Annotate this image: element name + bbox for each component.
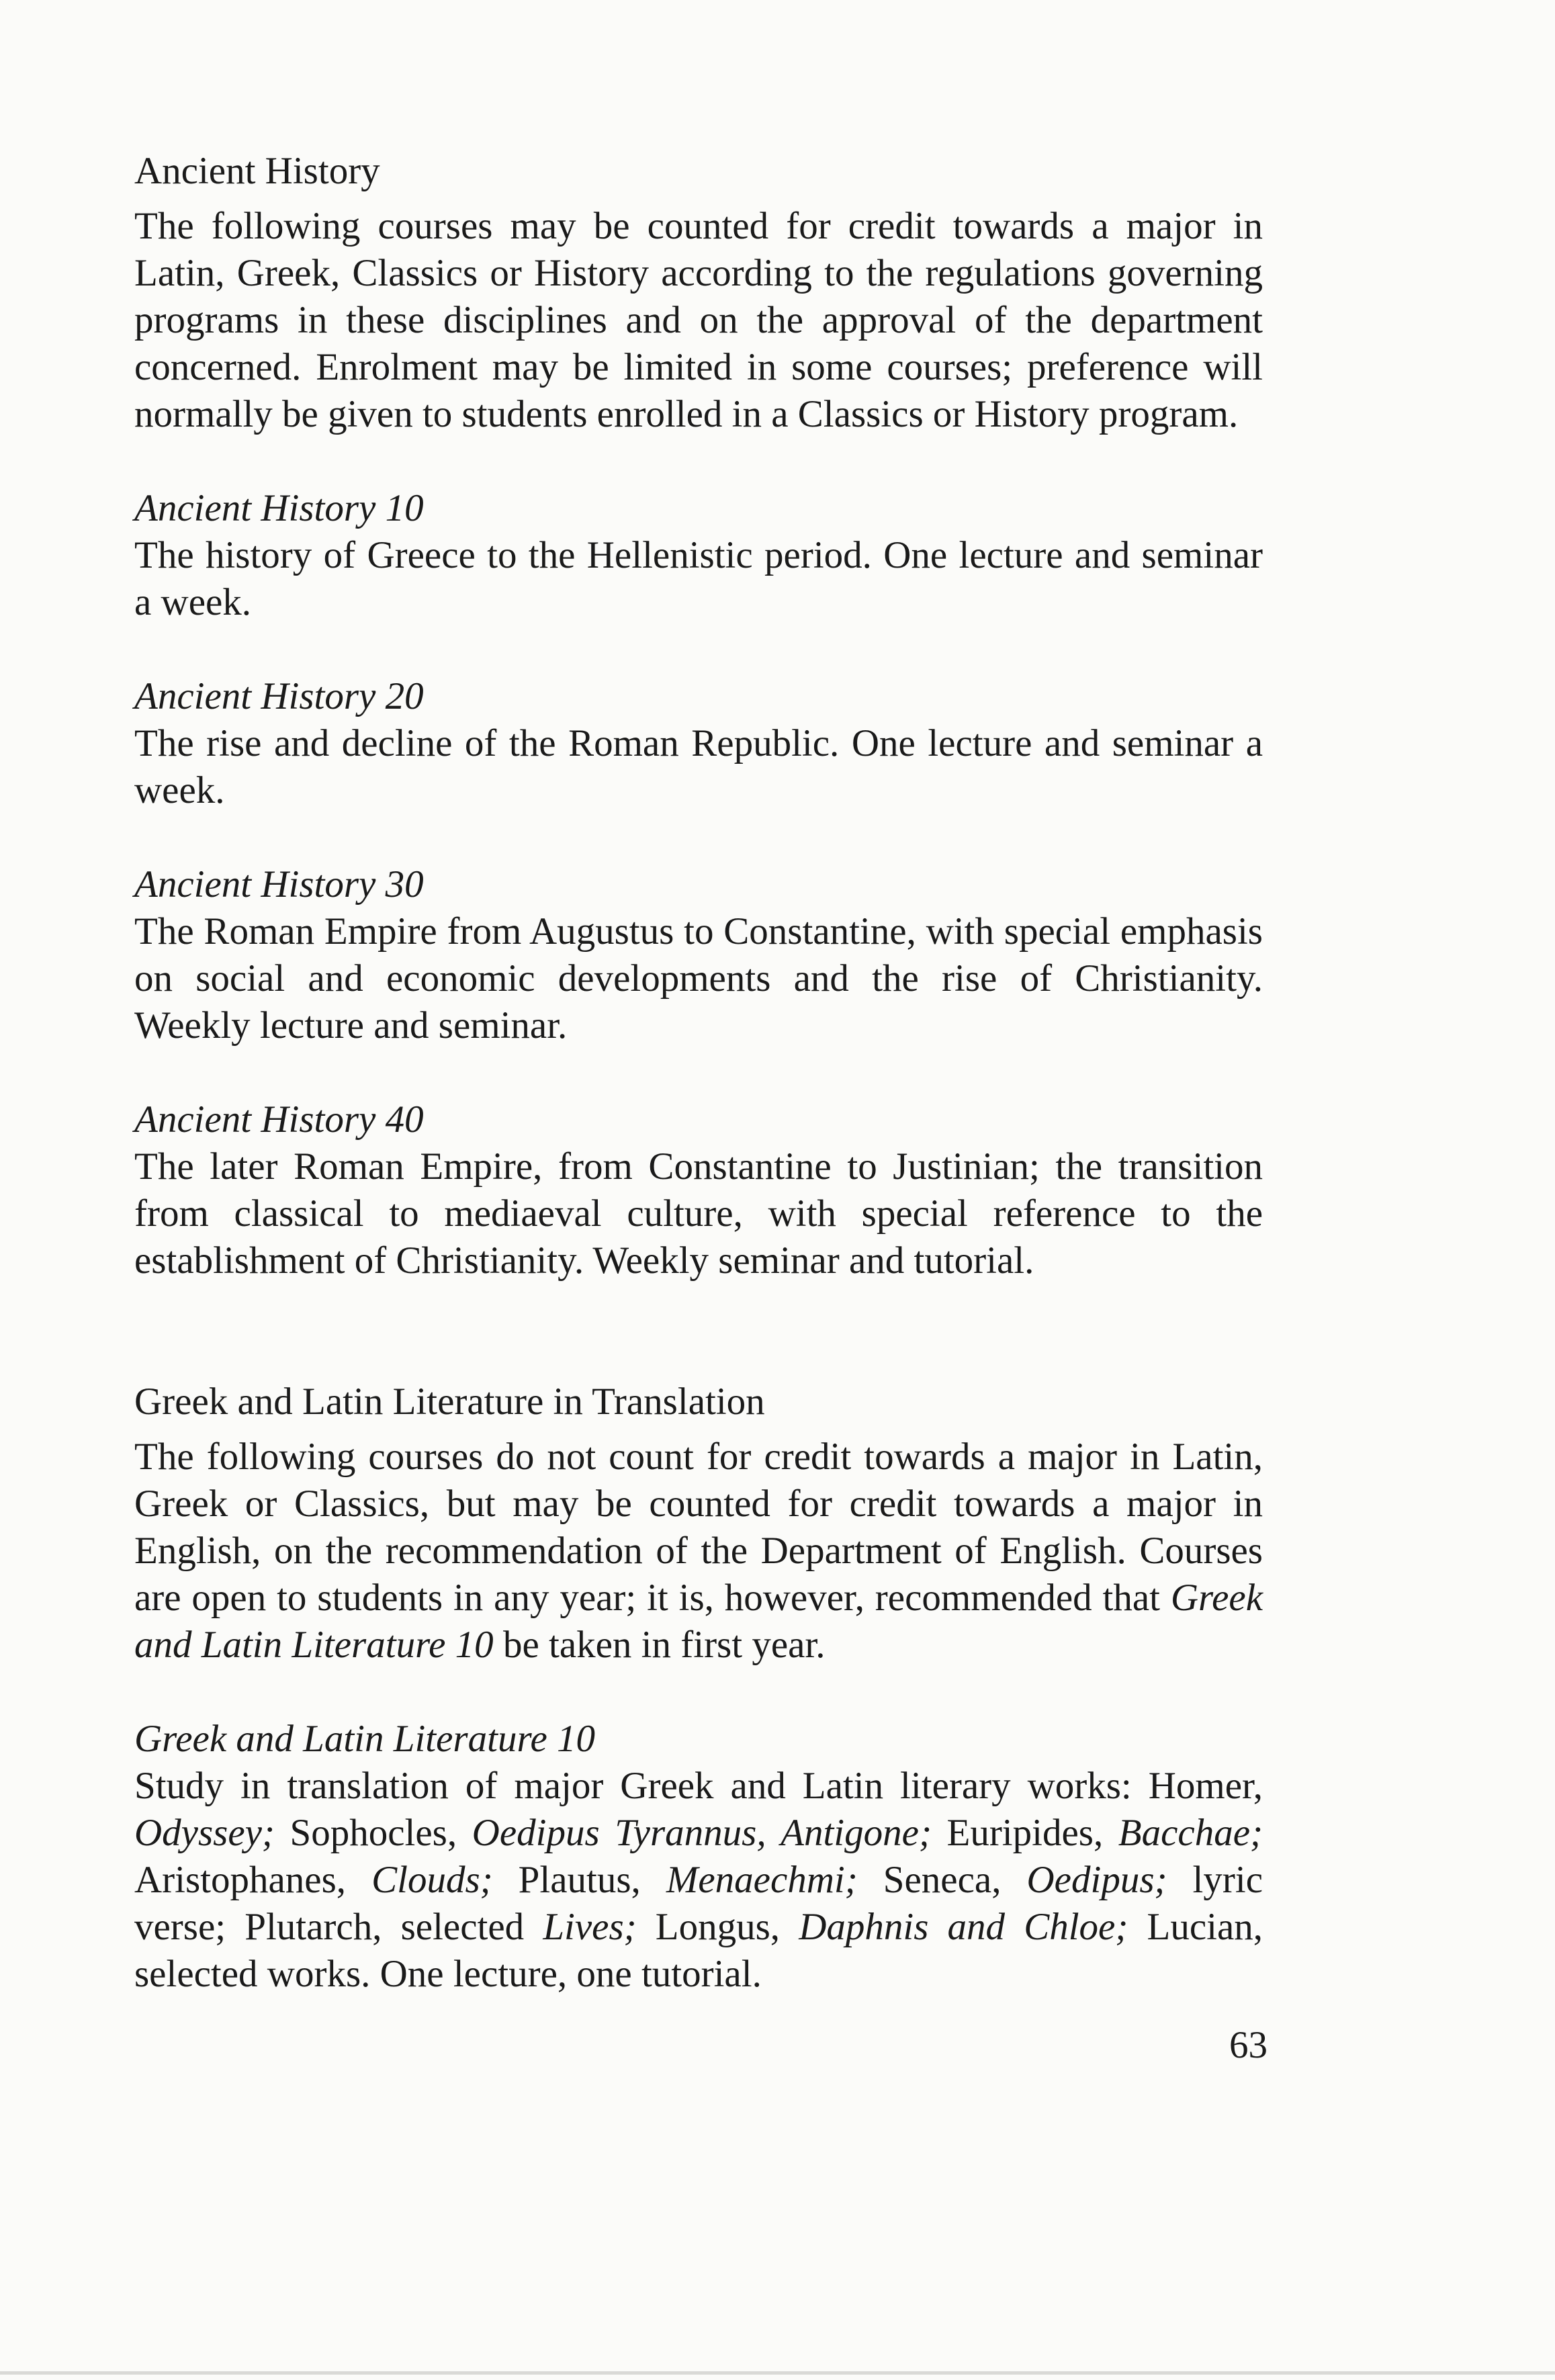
section-intro <box>134 1434 1263 1669</box>
section-intro: The following courses may be counted for credit towards a major in Latin, Greek, Classics or History according to the regulations governing programs in these disciplines and on the approval of the department concerned. Enrolment may be limited in some courses; preference will normally be given to students enrolled in a Classics or History program. <box>134 205 1263 435</box>
description-text: Study in translation of major Greek and Latin literary works: Homer, <box>134 1765 1263 1807</box>
intro-course-reference: Greek and Latin Literature 10 <box>134 1577 1263 1666</box>
description-text: Aristophanes, <box>134 1859 372 1901</box>
work-title: Lives; <box>543 1906 637 1948</box>
course-title: Greek and Latin Literature 10 <box>134 1718 596 1760</box>
course-entry <box>134 1096 1263 1284</box>
description-text: Longus, <box>636 1906 799 1948</box>
course-entry <box>134 1716 1263 1998</box>
section-heading: Ancient History <box>134 150 380 192</box>
work-title: Menaechmi; <box>666 1859 858 1901</box>
ancient-history-section <box>134 148 1263 1284</box>
work-title: Daphnis and Chloe; <box>799 1906 1128 1948</box>
course-title: Ancient History 30 <box>134 863 424 906</box>
work-title: Oedipus; <box>1026 1859 1167 1901</box>
page-body <box>134 148 1263 1998</box>
course-title: Ancient History 40 <box>134 1098 424 1141</box>
course-entry <box>134 861 1263 1049</box>
description-text: lyric verse; Plutarch, selected <box>134 1859 1263 1948</box>
course-entry <box>134 673 1263 814</box>
page-edge-divider <box>0 2371 1555 2375</box>
description-text: Seneca, <box>857 1859 1027 1901</box>
work-title: Bacchae; <box>1118 1812 1263 1854</box>
intro-text: be taken in first year. <box>493 1624 826 1666</box>
literature-in-translation-section <box>134 1378 1263 1998</box>
course-title: Ancient History 10 <box>134 487 424 529</box>
course-title: Ancient History 20 <box>134 675 424 717</box>
course-entry <box>134 485 1263 626</box>
course-description: The rise and decline of the Roman Republic. One lecture and seminar a week. <box>134 722 1263 811</box>
intro-text: The following courses do not count for credit towards a major in Latin, Greek or Classics, but may be counted for credit towards a major in English, on the recommendation of the Department of English. Courses are open to students in any year; it is, however, recommended that <box>134 1436 1263 1619</box>
work-title: Clouds; <box>371 1859 493 1901</box>
description-text: Lucian, selected works. One lecture, one tutorial. <box>134 1906 1263 1995</box>
work-title: Oedipus Tyrannus, Antigone; <box>472 1812 932 1854</box>
description-text: Sophocles, <box>274 1812 472 1854</box>
course-description <box>134 1763 1263 1998</box>
description-text: Plautus, <box>492 1859 666 1901</box>
work-title: Odyssey; <box>134 1812 275 1854</box>
course-description: The later Roman Empire, from Constantine to Justinian; the transition from classical to mediaeval culture, with special reference to the establishment of Christianity. Weekly seminar and tutorial. <box>134 1145 1263 1282</box>
description-text: Euripides, <box>931 1812 1118 1854</box>
course-description: The history of Greece to the Hellenistic period. One lecture and seminar a week. <box>134 534 1263 623</box>
section-heading: Greek and Latin Literature in Translation <box>134 1380 765 1423</box>
page-number: 63 <box>1229 2024 1268 2066</box>
course-description: The Roman Empire from Augustus to Constantine, with special emphasis on social and economic developments and the rise of Christianity. Weekly lecture and seminar. <box>134 910 1263 1047</box>
